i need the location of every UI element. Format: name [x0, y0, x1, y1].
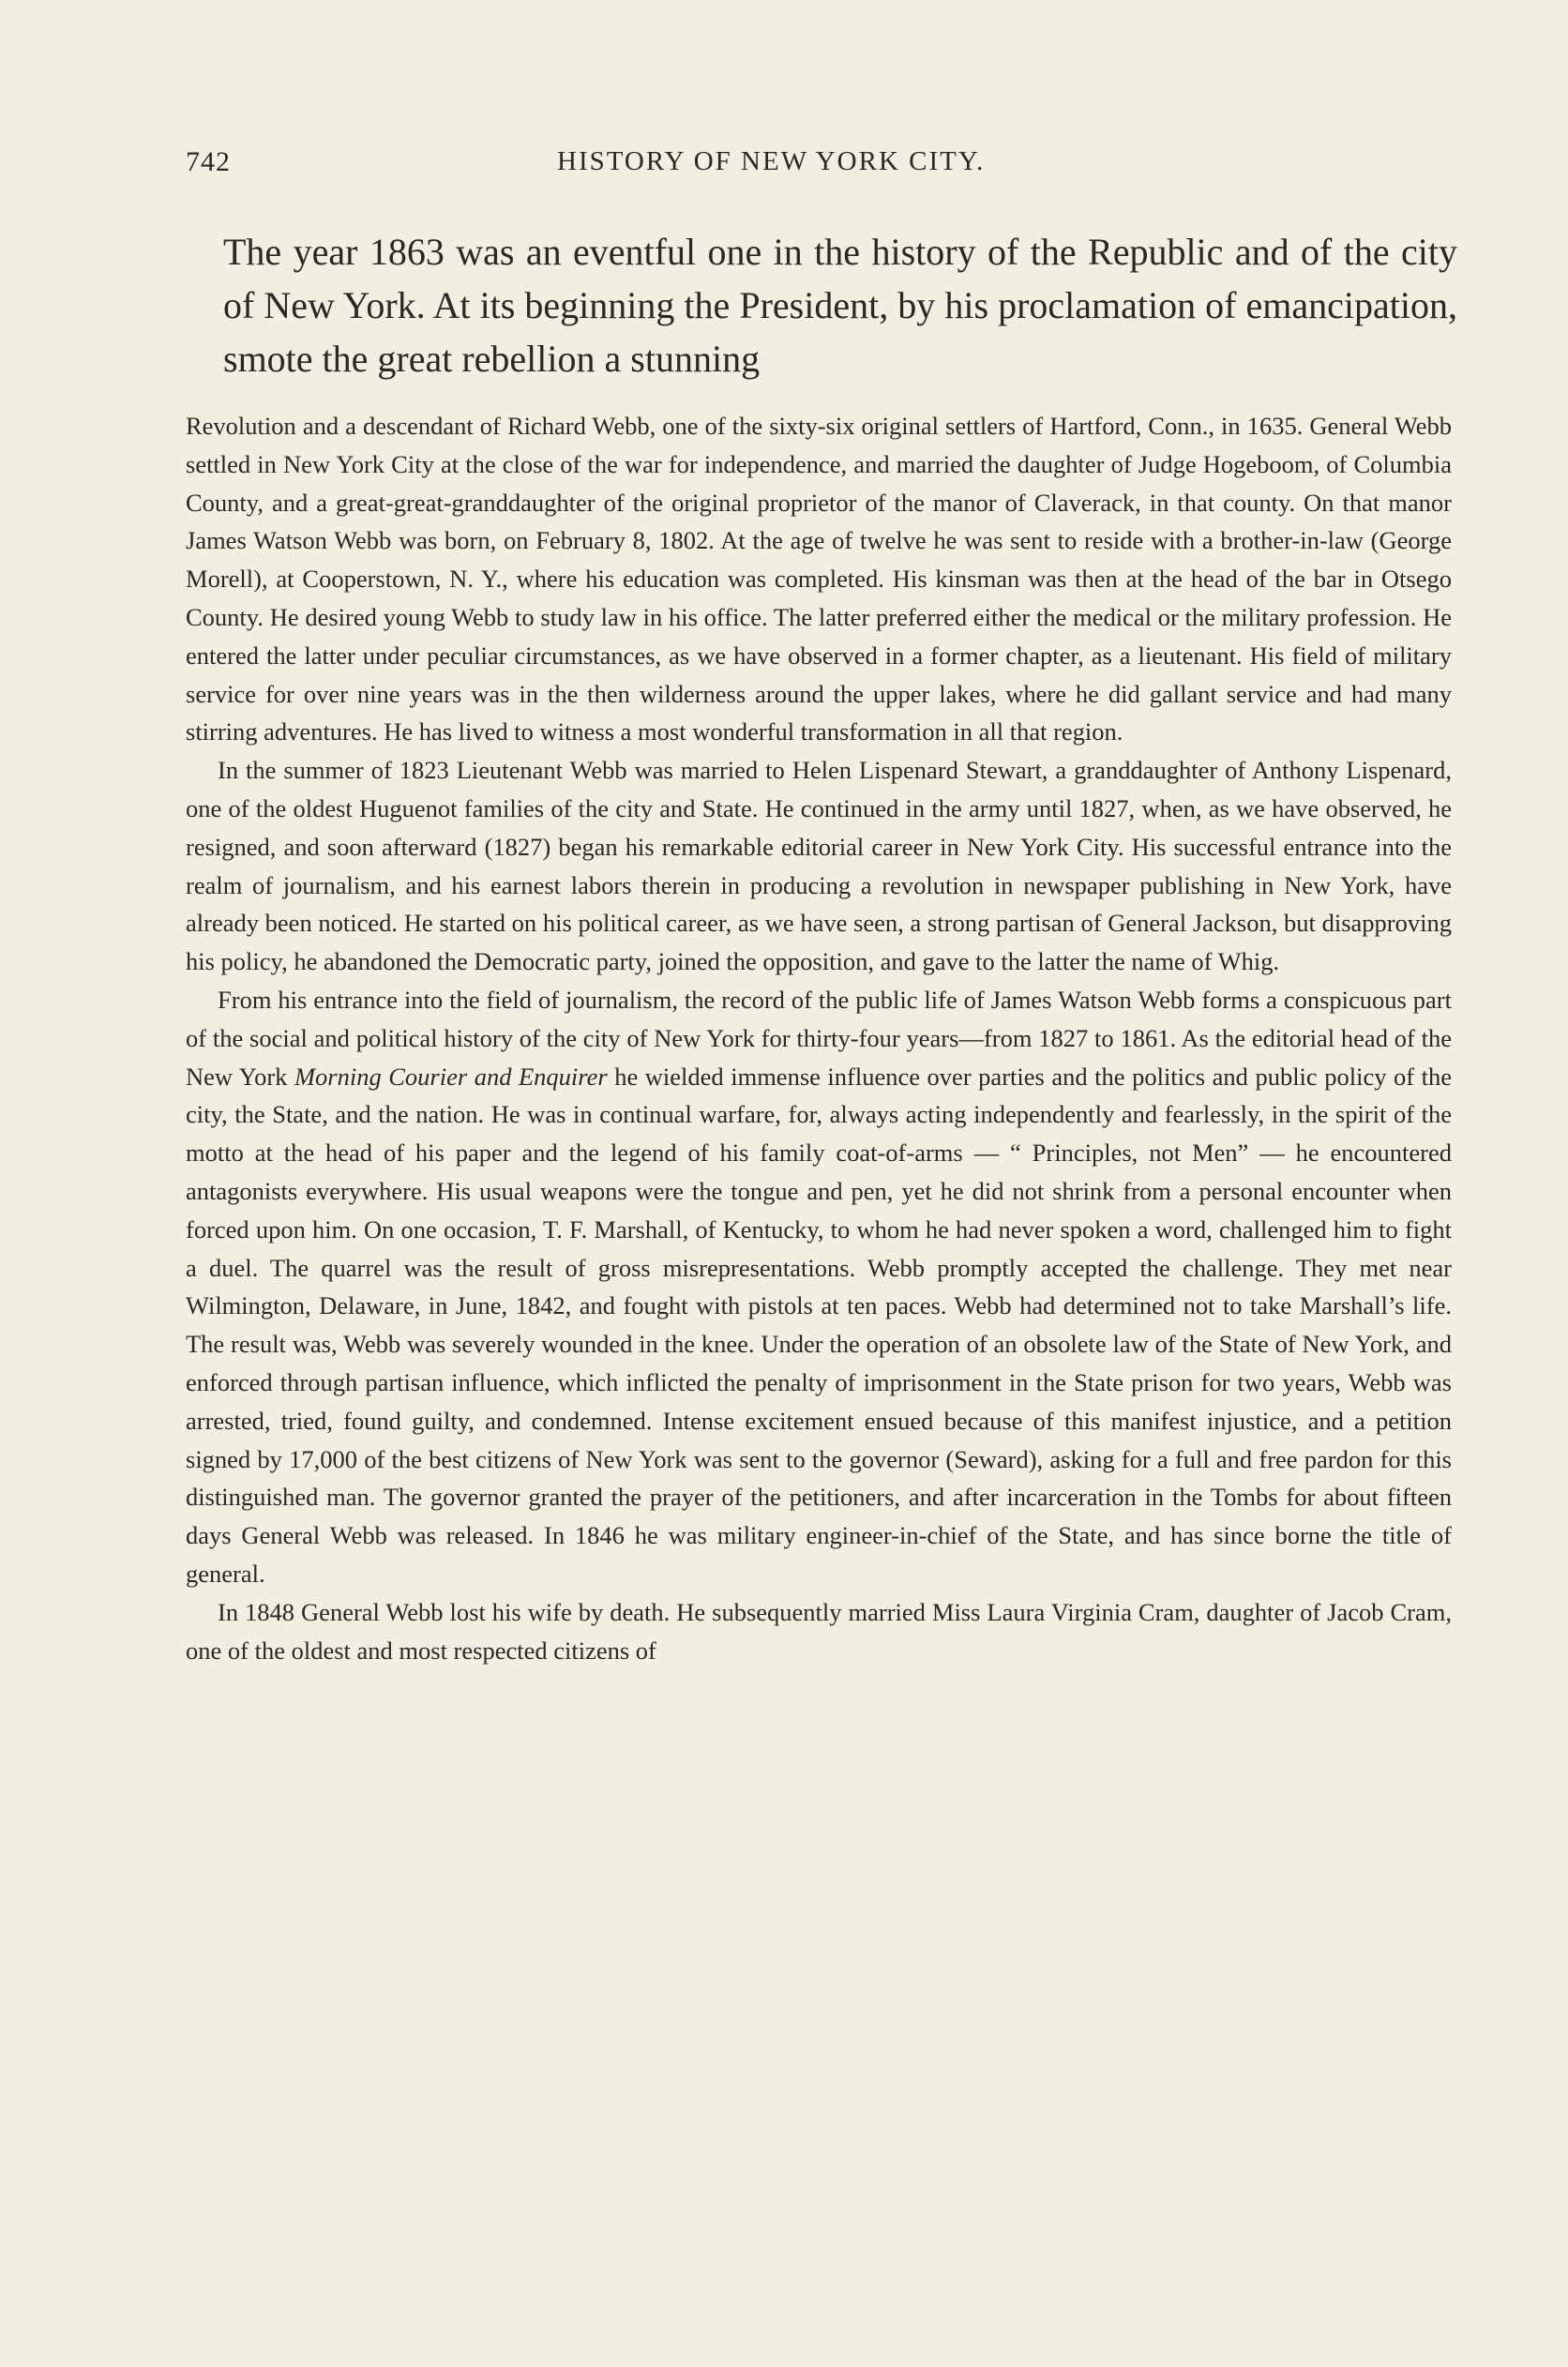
body-text [186, 407, 1452, 1669]
page-number: 742 [186, 146, 231, 177]
running-title: HISTORY OF NEW YORK CITY. [557, 146, 986, 176]
newspaper-title: Morning Courier and Enquirer [294, 1062, 608, 1091]
paragraph-journalism-text-after: he wielded immense influence over parties and the politics and public policy of the city, the State, and the nation. He was in continual warfare, for, always acting independently and fearlessly, in the spirit of the motto at the head of his paper and the legend of his family coat-of-arms — “ Principles, not Men” — he encountered antagonists everywhere. His usual weapons were the tongue and pen, yet he did not shrink from a personal encounter when forced upon him. On one occasion, T. F. Marshall, of Kentucky, to whom he had never spoken a word, challenged him to fight a duel. The quarrel was the result of gross misrepresentations. Webb promptly accepted the challenge. They met near Wilmington, Delaware, in June, 1842, and fought with pistols at ten paces. Webb had determined not to take Marshall’s life. The result was, Webb was severely wounded in the knee. Under the operation of an obsolete law of the State of New York, and enforced through partisan influence, which inflicted the penalty of imprisonment in the State prison for two years, Webb was arrested, tried, found guilty, and condemned. Intense excitement ensued because of this manifest injustice, and a petition signed by 17,000 of the best citizens of New York was sent to the governor (Seward), asking for a full and free pardon for this distinguished man. The governor granted the prayer of the petitioners, and after incarceration in the Tombs for about fifteen days General Webb was released. In 1846 he was military engineer-in-chief of the State, and has since borne the title of general. [186, 1062, 1452, 1588]
paragraph-webb-ancestry: Revolution and a descendant of Richard Webb, one of the sixty-six original settlers of Hartford, Conn., in 1635. General Webb settled in New York City at the close of the war for independence, and married the daughter of Judge Hogeboom, of Columbia County, and a great-great-granddaughter of the original proprietor of the manor of Claverack, in that county. On that manor James Watson Webb was born, on February 8, 1802. At the age of twelve he was sent to reside with a brother-in-law (George Morell), at Cooperstown, N. Y., where his education was completed. His kinsman was then at the head of the bar in Otsego County. He desired young Webb to study law in his office. The latter preferred either the medical or the military profession. He entered the latter under peculiar circumstances, as we have observed in a former chapter, as a lieutenant. His field of military service for over nine years was in the then wilderness around the upper lakes, where he did gallant service and had many stirring adventures. He has lived to witness a most wonderful transformation in all that region. [186, 412, 1452, 746]
paragraph-marriage-career: In the summer of 1823 Lieutenant Webb was married to Helen Lispenard Stewart, a granddaughter of Anthony Lispenard, one of the oldest Huguenot families of the city and State. He continued in the army until 1827, when, as we have observed, he resigned, and soon afterward (1827) began his remarkable editorial career in New York City. His successful entrance into the realm of journalism, and his earnest labors therein in producing a revolution in newspaper publishing in New York, have already been noticed. He started on his political career, as we have seen, a strong partisan of General Jackson, but disapproving his policy, he abandoned the Democratic party, joined the opposition, and gave to the latter the name of Whig. [186, 756, 1452, 976]
lead-paragraph: The year 1863 was an eventful one in the history of the Republic and of the city of New York. At its beginning the President, by his proclamation of emancipation, smote the great rebellion a stunning [223, 231, 1457, 380]
paragraph-second-marriage: In 1848 General Webb lost his wife by death. He subsequently married Miss Laura Virginia Cram, daughter of Jacob Cram, one of the oldest and most respected citizens of [186, 1597, 1452, 1665]
paragraph-journalism-text-before: From his entrance into the field of journalism, the record of the public life of James Watson Webb forms a conspicuous part of the social and political history of the city of New York for thirty-four years—from 1827 to 1861. As the editorial head of the New York [186, 985, 1452, 1091]
running-head [186, 146, 1454, 191]
paragraph-journalism-duel [186, 981, 1452, 1593]
